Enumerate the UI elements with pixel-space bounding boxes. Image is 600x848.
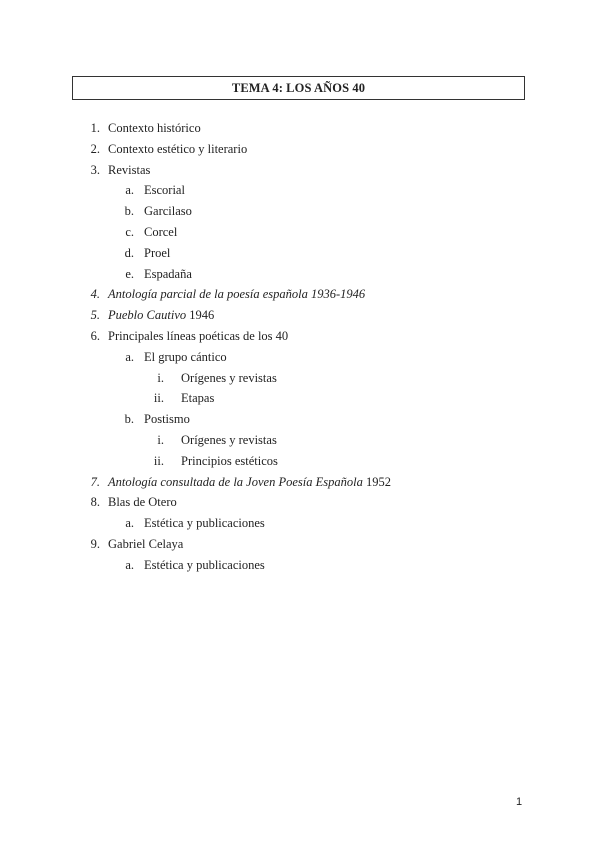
outline-item	[0, 492, 600, 513]
subitem-text: Proel	[144, 245, 171, 260]
outline-subitem	[0, 555, 600, 576]
subitem-marker: a.	[125, 183, 134, 198]
outline-subsubitem	[0, 451, 600, 472]
item-text: Contexto estético y literario	[108, 141, 248, 156]
topic-outline	[0, 118, 600, 576]
document-title	[72, 76, 525, 100]
outline-item	[0, 305, 600, 326]
subsubitem-text: Etapas	[181, 391, 215, 406]
subsubitem-marker: ii.	[153, 453, 164, 468]
subitem-text: Garcilaso	[144, 204, 192, 219]
subitem-marker: e.	[125, 266, 134, 281]
outline-item	[0, 139, 600, 160]
item-marker: 5.	[90, 308, 100, 323]
item-text	[108, 305, 214, 326]
subitem-marker: a.	[125, 557, 134, 572]
outline-subitem	[0, 264, 600, 285]
item-marker: 7.	[90, 474, 100, 489]
subsubitem-text: Principios estéticos	[181, 453, 278, 468]
item-text: Blas de Otero	[108, 495, 177, 510]
item-text: Revistas	[108, 162, 151, 177]
item-italic-title: Antología parcial de la poesía española 1936-1946	[108, 287, 366, 302]
subsubitem-text: Orígenes y revistas	[181, 370, 277, 385]
subitem-marker: c.	[125, 224, 134, 239]
subitem-marker: a.	[125, 349, 134, 364]
subitem-marker: b.	[124, 412, 134, 427]
outline-item	[0, 326, 600, 347]
subsubitem-marker: i.	[157, 432, 164, 447]
item-marker: 6.	[90, 328, 100, 343]
item-text	[108, 284, 365, 305]
subitem-text: Postismo	[144, 412, 190, 427]
item-text: Gabriel Celaya	[108, 536, 184, 551]
item-text	[108, 472, 391, 493]
item-year: 1946	[186, 308, 215, 323]
subitem-marker: a.	[125, 516, 134, 531]
subitem-marker: b.	[124, 204, 134, 219]
subitem-text: Estética y publicaciones	[144, 516, 265, 531]
subitem-text: Escorial	[144, 183, 185, 198]
document-title-text: TEMA 4: LOS AÑOS 40	[231, 80, 366, 95]
outline-subitem	[0, 513, 600, 534]
outline-subitem	[0, 409, 600, 430]
outline-subsubitem	[0, 430, 600, 451]
subsubitem-text: Orígenes y revistas	[181, 432, 277, 447]
subsubitem-marker: ii.	[153, 391, 164, 406]
item-marker: 9.	[90, 536, 100, 551]
item-year: 1952	[362, 474, 391, 489]
outline-subsubitem	[0, 368, 600, 389]
subitem-marker: d.	[124, 245, 134, 260]
outline-subitem	[0, 243, 600, 264]
outline-subsubitem	[0, 388, 600, 409]
item-italic-title: Antología consultada de la Joven Poesía Española	[108, 474, 363, 489]
subitem-text: El grupo cántico	[144, 349, 227, 364]
item-marker: 1.	[90, 121, 100, 135]
subitem-text: Corcel	[144, 224, 178, 239]
outline-item	[0, 472, 600, 493]
outline-subitem	[0, 201, 600, 222]
outline-item	[0, 160, 600, 181]
item-marker: 3.	[90, 162, 100, 177]
outline-item	[0, 118, 600, 139]
page-number: 1	[516, 796, 523, 808]
outline-subitem	[0, 180, 600, 201]
outline-subitem	[0, 347, 600, 368]
item-text: Contexto histórico	[108, 121, 201, 135]
item-italic-title: Pueblo Cautivo	[108, 308, 187, 323]
subitem-text: Espadaña	[144, 266, 192, 281]
outline-item	[0, 534, 600, 555]
item-marker: 2.	[90, 141, 100, 156]
item-marker: 8.	[90, 495, 100, 510]
item-marker: 4.	[90, 287, 100, 302]
outline-subitem	[0, 222, 600, 243]
subsubitem-marker: i.	[157, 370, 164, 385]
outline-item	[0, 284, 600, 305]
item-text: Principales líneas poéticas de los 40	[108, 328, 289, 343]
subitem-text: Estética y publicaciones	[144, 557, 265, 572]
